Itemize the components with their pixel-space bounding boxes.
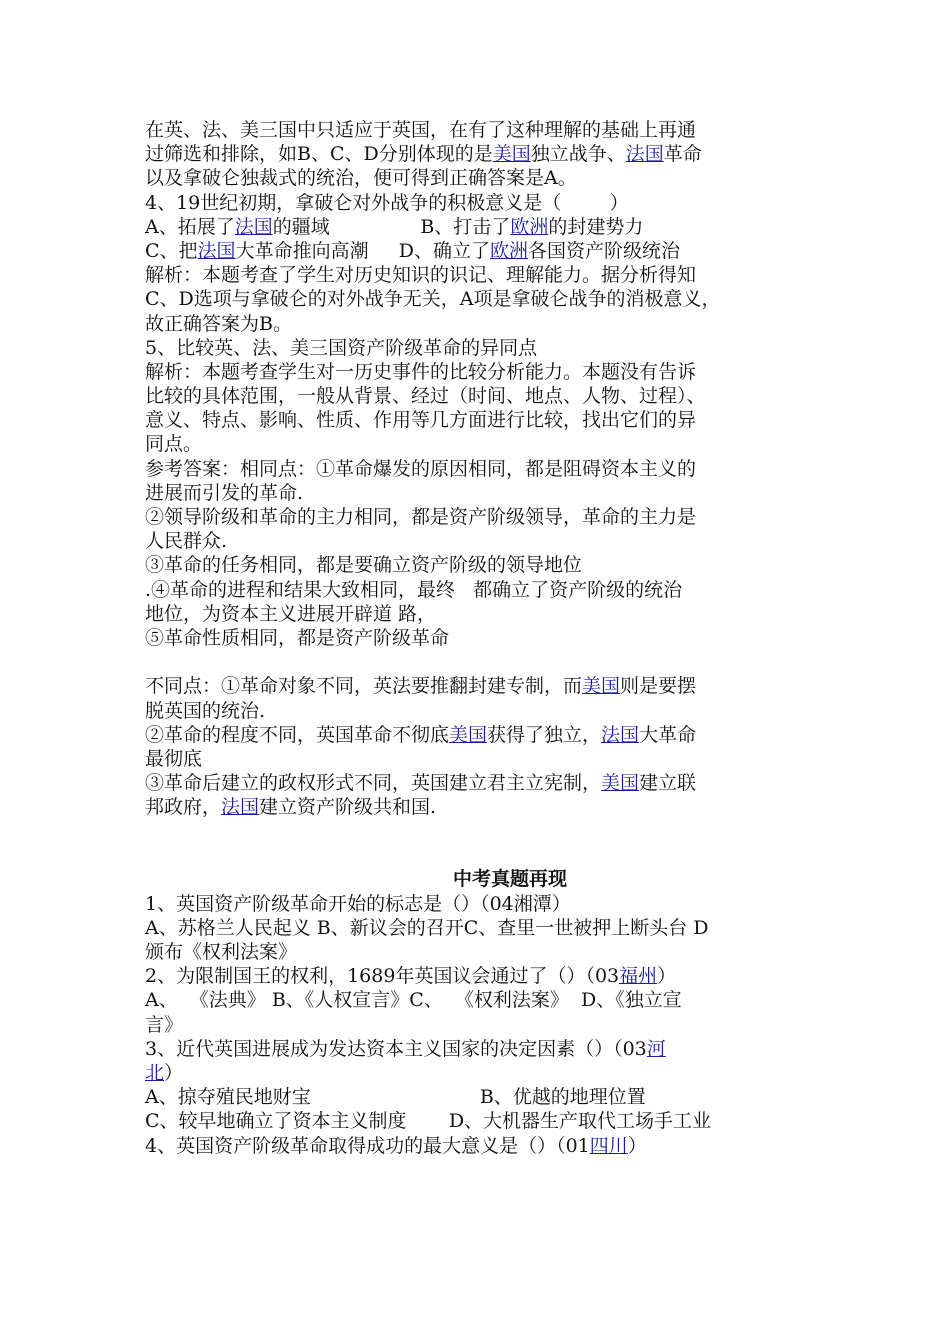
text-line — [145, 118, 815, 142]
blank-line — [145, 650, 815, 674]
text-segment: ） — [627, 1134, 647, 1157]
place-link[interactable]: 法国 — [234, 215, 273, 238]
text-segment: ⑤革命性质相同，都是资产阶级革命 — [145, 626, 450, 649]
text-segment: C、把 — [145, 239, 198, 262]
text-segment: 在英、法、美三国中只适应于英国，在有了这种理解的基础上再通 — [145, 119, 697, 141]
text-segment: 大革命 — [639, 723, 697, 746]
text-line — [145, 747, 815, 771]
text-line — [145, 674, 815, 698]
text-segment: 不同点：①革命对象不同，英法要推翻封建专制，而 — [145, 675, 583, 698]
place-link[interactable]: 法国 — [221, 796, 260, 819]
text-segment: A、苏格兰人民起义 B、新议会的召开C、查里一世被押上断头台 D — [145, 916, 709, 939]
text-line — [145, 988, 815, 1012]
text-segment: .④革命的进程和结果大致相同，最终 都确立了资产阶级的统治 — [145, 578, 683, 601]
text-segment: 1、英国资产阶级革命开始的标志是（）（04湘潭） — [145, 892, 571, 915]
section-heading: 中考真题再现 — [452, 868, 567, 891]
text-line — [145, 699, 815, 723]
section-spacer — [145, 819, 815, 867]
text-line — [145, 940, 815, 964]
text-line — [145, 795, 815, 819]
text-segment: 大革命推向高潮 D、确立了 — [235, 239, 490, 262]
text-segment: 3、近代英国进展成为发达资本主义国家的决定因素（）（03 — [145, 1037, 647, 1060]
text-line — [145, 360, 815, 384]
text-segment: C、D选项与拿破仑的对外战争无关，A项是拿破仑战争的消极意义， — [145, 288, 721, 311]
text-segment: ） — [164, 1061, 184, 1084]
text-line — [145, 287, 815, 311]
text-segment: 各国资产阶级统治 — [528, 239, 681, 262]
text-line — [145, 626, 815, 650]
text-line — [145, 481, 815, 505]
text-line — [145, 916, 815, 940]
text-segment: 2、为限制国王的权利，1689年英国议会通过了（）（03 — [145, 965, 620, 988]
text-line — [145, 553, 815, 577]
text-segment: 4、英国资产阶级革命取得成功的最大意义是（）（01 — [145, 1134, 590, 1157]
place-link[interactable]: 法国 — [625, 143, 664, 166]
text-segment: 颁布《权利法案》 — [145, 941, 298, 963]
text-line — [145, 408, 815, 432]
text-segment: ③革命的任务相同，都是要确立资产阶级的领导地位 — [145, 554, 583, 577]
text-segment: 获得了独立， — [487, 723, 602, 746]
text-segment: A、 《法典》 B、《人权宣言》C、 《权利法案》 D、《独立宣 — [145, 989, 682, 1012]
text-line — [145, 602, 815, 626]
text-line — [145, 432, 815, 456]
text-segment: 独立战争、 — [530, 143, 626, 166]
analysis-section — [145, 118, 815, 819]
text-line — [145, 263, 815, 287]
text-line — [145, 239, 815, 263]
place-link[interactable]: 法国 — [197, 239, 236, 262]
text-line — [145, 384, 815, 408]
text-segment: 4、19世纪初期，拿破仑对外战争的积极意义是（ ） — [145, 191, 629, 214]
text-segment: ③革命后建立的政权形式不同，英国建立君主立宪制， — [145, 772, 602, 795]
text-segment: 解析：本题考查了学生对历史知识的识记、理解能力。据分析得知 — [145, 264, 697, 287]
text-segment: 参考答案：相同点：①革命爆发的原因相同，都是阻碍资本主义的 — [145, 457, 697, 480]
text-segment: ②领导阶级和革命的主力相同，都是资产阶级领导，革命的主力是 — [145, 506, 697, 528]
text-segment: 邦政府， — [145, 796, 222, 819]
text-segment: 同点。 — [145, 433, 203, 456]
text-segment: A、掠夺殖民地财宝 B、优越的地理位置 — [145, 1086, 646, 1109]
text-line — [145, 505, 815, 529]
text-segment: 建立联 — [639, 772, 697, 795]
place-link[interactable]: 美国 — [492, 143, 531, 166]
text-line — [145, 215, 815, 239]
text-line — [145, 142, 815, 166]
text-segment: 过筛选和排除，如B、C、D分别体现的是 — [145, 143, 493, 166]
place-link[interactable]: 美国 — [449, 723, 488, 746]
text-line — [145, 457, 815, 481]
text-line — [145, 1109, 815, 1133]
text-segment: 解析：本题考查学生对一历史事件的比较分析能力。本题没有告诉 — [145, 360, 697, 383]
text-segment: 则是要摆 — [620, 675, 697, 698]
place-link[interactable]: 福州 — [619, 965, 658, 988]
place-link[interactable]: 欧洲 — [490, 239, 529, 262]
text-segment: 比较的具体范围，一般从背景、经过（时间、地点、人物、过程）、 — [145, 385, 706, 408]
place-link[interactable]: 美国 — [582, 675, 621, 698]
text-line — [145, 529, 815, 553]
text-segment: 5、比较英、法、美三国资产阶级革命的异同点 — [145, 336, 538, 359]
text-line — [145, 1037, 815, 1061]
text-line — [145, 723, 815, 747]
text-segment: 革命 — [663, 143, 702, 166]
text-segment: A、拓展了 — [145, 215, 235, 238]
text-segment: 意义、特点、影响、性质、作用等几方面进行比较，找出它们的异 — [145, 409, 697, 432]
place-link[interactable]: 法国 — [601, 723, 640, 746]
text-line — [145, 312, 815, 336]
text-segment: 地位，为资本主义进展开辟道 路， — [145, 602, 437, 625]
place-link[interactable]: 四川 — [589, 1134, 628, 1157]
text-segment: ②革命的程度不同，英国革命不彻底 — [145, 723, 450, 746]
place-link[interactable]: 北 — [145, 1061, 165, 1084]
text-line — [145, 166, 815, 190]
text-line — [145, 892, 815, 916]
text-segment: 人民群众. — [145, 530, 228, 553]
exam-questions-section — [145, 892, 815, 1158]
text-segment: 进展而引发的革命. — [145, 481, 304, 504]
text-segment: 建立资产阶级共和国. — [259, 796, 437, 819]
text-line — [145, 964, 815, 988]
text-line — [145, 336, 815, 360]
text-line — [145, 578, 815, 602]
text-line — [145, 1134, 815, 1158]
text-line — [145, 1013, 815, 1037]
text-segment: 的疆域 B、打击了 — [272, 215, 511, 238]
text-segment: ） — [657, 965, 677, 988]
text-segment: 故正确答案为B。 — [145, 312, 292, 335]
text-segment: 的封建势力 — [548, 215, 644, 238]
document-page — [145, 118, 815, 1158]
text-line — [145, 1085, 815, 1109]
text-line — [145, 191, 815, 215]
text-line — [145, 771, 815, 795]
place-link[interactable]: 美国 — [601, 772, 640, 795]
text-segment: 以及拿破仑独裁式的统治，便可得到正确答案是A。 — [145, 167, 577, 190]
text-line — [145, 1061, 815, 1085]
place-link[interactable]: 欧洲 — [510, 215, 549, 238]
text-segment: 脱英国的统治. — [145, 699, 266, 722]
place-link[interactable]: 河 — [646, 1037, 666, 1060]
text-segment: C、较早地确立了资本主义制度 D、大机器生产取代工场手工业 — [145, 1110, 712, 1133]
text-segment: 最彻底 — [145, 747, 203, 770]
text-segment: 言》 — [145, 1013, 184, 1036]
